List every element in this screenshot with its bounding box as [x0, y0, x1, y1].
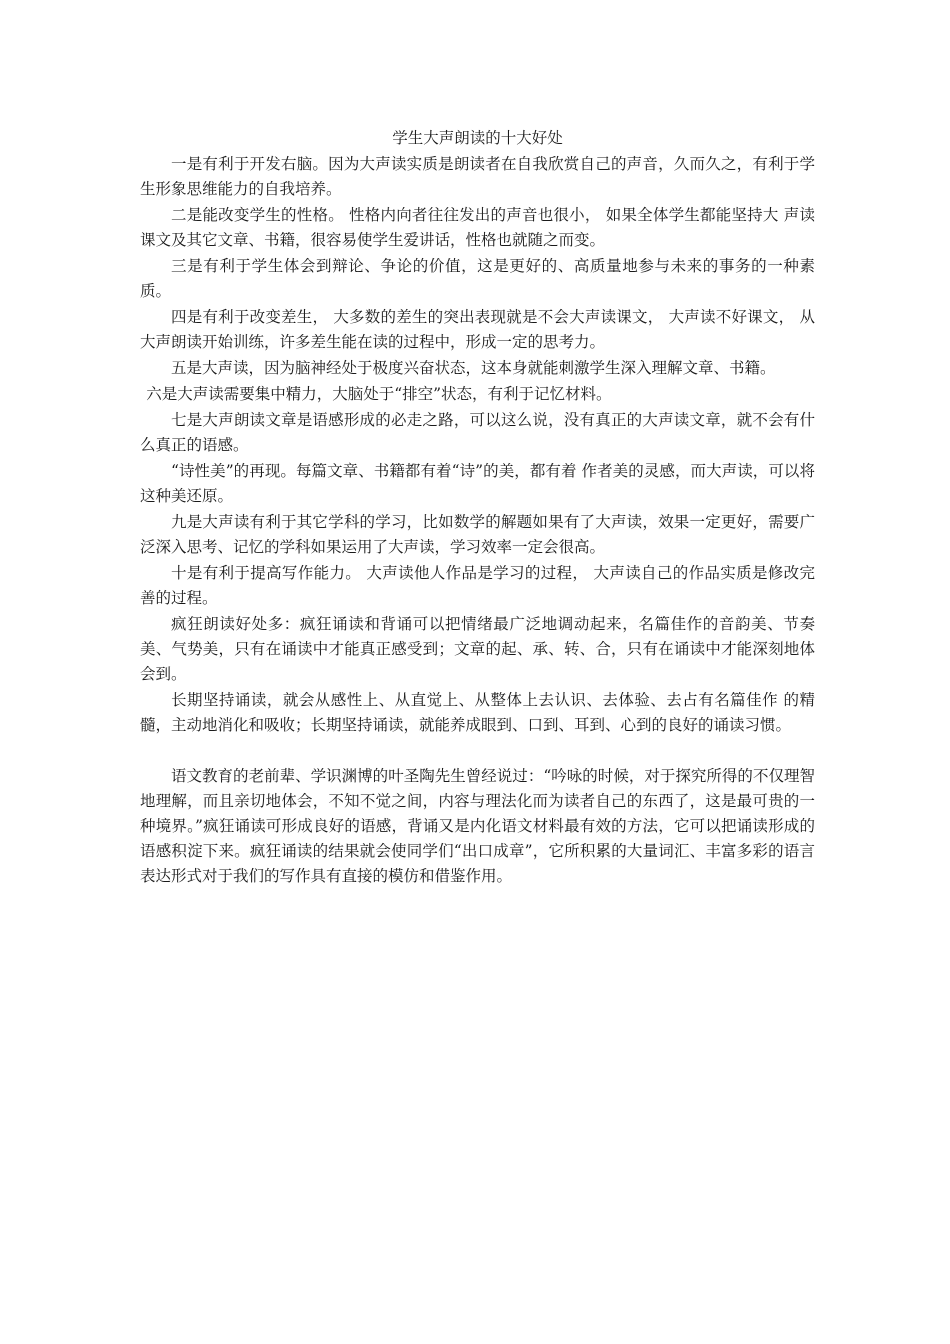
paragraph-benefit-1: 一是有利于开发右脑。因为大声读实质是朗读者在自我欣赏自己的声音，久而久之，有利于学生形象思维能力的自我培养。	[140, 155, 815, 198]
paragraph-long-term-recitation: 长期坚持诵读，就会从感性上、从直觉上、从整体上去认识、去体验、去占有名篇佳作 的精髓，主动地消化和吸收；长期坚持诵读，就能养成眼到、口到、耳到、心到的良好的诵读习惯。	[140, 691, 815, 734]
paragraph-gap	[140, 739, 815, 764]
paragraph-crazy-reading: 疯狂朗读好处多：疯狂诵读和背诵可以把情绪最广泛地调动起来，名篇佳作的音韵美、节奏美、气势美，只有在诵读中才能真正感受到；文章的起、承、转、合，只有在诵读中才能深刻地体会到。	[140, 615, 815, 683]
paragraph-ye-shengtao-quote: 语文教育的老前辈、学识渊博的叶圣陶先生曾经说过：“吟咏的时候，对于探究所得的不仅理智地理解，而且亲切地体会，不知不觉之间，内容与理法化而为读者自己的东西了，这是最可贵的一种境界。”疯狂诵读可形成良好的语感，背诵又是内化语文材料最有效的方法，它可以把诵读形成的语感积淀下来。疯狂诵读的结果就会使同学们“出口成章”，它所积累的大量词汇、丰富多彩的语言表达形式对于我们的写作具有直接的模仿和借鉴作用。	[140, 767, 815, 885]
document-title: 学生大声朗读的十大好处	[392, 129, 563, 147]
document-page	[140, 128, 815, 890]
paragraph-benefit-5: 五是大声读，因为脑神经处于极度兴奋状态，这本身就能刺激学生深入理解文章、书籍。	[171, 359, 776, 377]
paragraph-benefit-4: 四是有利于改变差生， 大多数的差生的突出表现就是不会大声读课文， 大声读不好课文， 从大声朗读开始训练，许多差生能在读的过程中，形成一定的思考力。	[140, 308, 815, 351]
paragraph-benefit-10: 十是有利于提高写作能力。 大声读他人作品是学习的过程， 大声读自己的作品实质是修改完善的过程。	[140, 564, 815, 607]
paragraph-benefit-7: 七是大声朗读文章是语感形成的必走之路，可以这么说，没有真正的大声读文章，就不会有什么真正的语感。	[140, 411, 815, 454]
paragraph-benefit-9: 九是大声读有利于其它学科的学习，比如数学的解题如果有了大声读，效果一定更好，需要广泛深入思考、记忆的学科如果运用了大声读，学习效率一定会很高。	[140, 513, 815, 556]
paragraph-benefit-2: 二是能改变学生的性格。 性格内向者往往发出的声音也很小， 如果全体学生都能坚持大 声读课文及其它文章、书籍，很容易使学生爱讲话，性格也就随之而变。	[140, 206, 815, 249]
paragraph-benefit-3: 三是有利于学生体会到辩论、争论的价值，这是更好的、高质量地参与未来的事务的一种素质。	[140, 257, 815, 300]
paragraph-benefit-8: “诗性美”的再现。每篇文章、书籍都有着“诗”的美，都有着 作者美的灵感，而大声读，可以将这种美还原。	[140, 462, 815, 505]
paragraph-benefit-6: 六是大声读需要集中精力，大脑处于“排空”状态，有利于记忆材料。	[146, 385, 612, 403]
